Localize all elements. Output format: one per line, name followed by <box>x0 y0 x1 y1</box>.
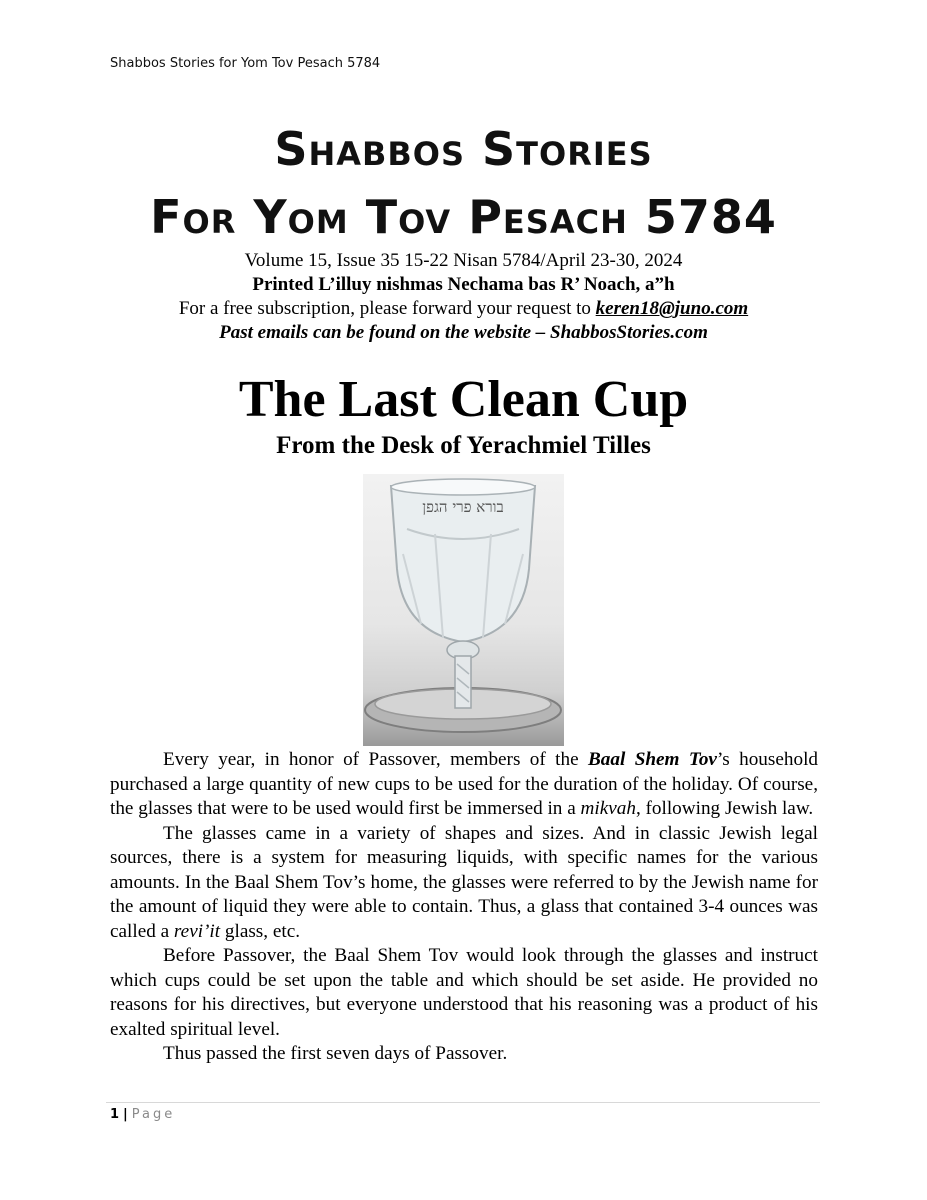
paragraph-3: Before Passover, the Baal Shem Tov would look through the glasses and instruct which cups could be set upon the table and which should be set aside. He provided no reasons for his directives, but everyone understood that his reasoning was a product of his exalted spiritual level. <box>110 945 818 1040</box>
kiddush-cup-image <box>363 474 564 746</box>
page-number: 1 <box>110 1107 120 1122</box>
paragraph-2: The glasses came in a variety of shapes and sizes. And in classic Jewish legal sources, there is a system for measuring liquids, with specific names for the various amounts. In the Baal Shem Tov’s home, the glasses were referred to by the Jewish name for the amount of liquid they were able to contain. Thus, a glass that contained 3-4 ounces was called a revi’it glass, etc. <box>110 822 818 942</box>
paragraph-4: Thus passed the first seven days of Passover. <box>163 1043 508 1064</box>
masthead-line-1: Shabbos Stories <box>274 122 653 176</box>
page-footer <box>110 1107 175 1122</box>
paragraph-1: Every year, in honor of Passover, members of the Baal Shem Tov’s household purchased a large quantity of new cups to be used for the duration of the holiday. Of course, the glasses that were to be used would first be immersed in a mikvah, following Jewish law. <box>110 749 818 819</box>
page-label: Page <box>131 1107 176 1122</box>
subscription-line <box>0 296 927 321</box>
website-line: Past emails can be found on the website – ShabbosStories.com <box>219 322 708 343</box>
article-body <box>110 748 818 1067</box>
dedication-line: Printed L’illuy nishmas Nechama bas R’ Noach, a”h <box>252 274 675 295</box>
subscription-email-link[interactable]: keren18@juno.com <box>595 298 749 319</box>
article-byline: From the Desk of Yerachmiel Tilles <box>276 432 651 459</box>
subscription-text: For a free subscription, please forward your request to <box>178 298 596 319</box>
masthead-line-2: For Yom Tov Pesach 5784 <box>150 190 777 244</box>
footer-separator: | <box>123 1107 128 1122</box>
article-title: The Last Clean Cup <box>238 371 689 428</box>
running-header: Shabbos Stories for Yom Tov Pesach 5784 <box>110 56 381 71</box>
footer-divider <box>106 1102 820 1103</box>
cup-inscription: בורא פרי הגפן <box>422 498 504 516</box>
volume-info: Volume 15, Issue 35 15-22 Nisan 5784/April 23-30, 2024 <box>244 250 683 271</box>
